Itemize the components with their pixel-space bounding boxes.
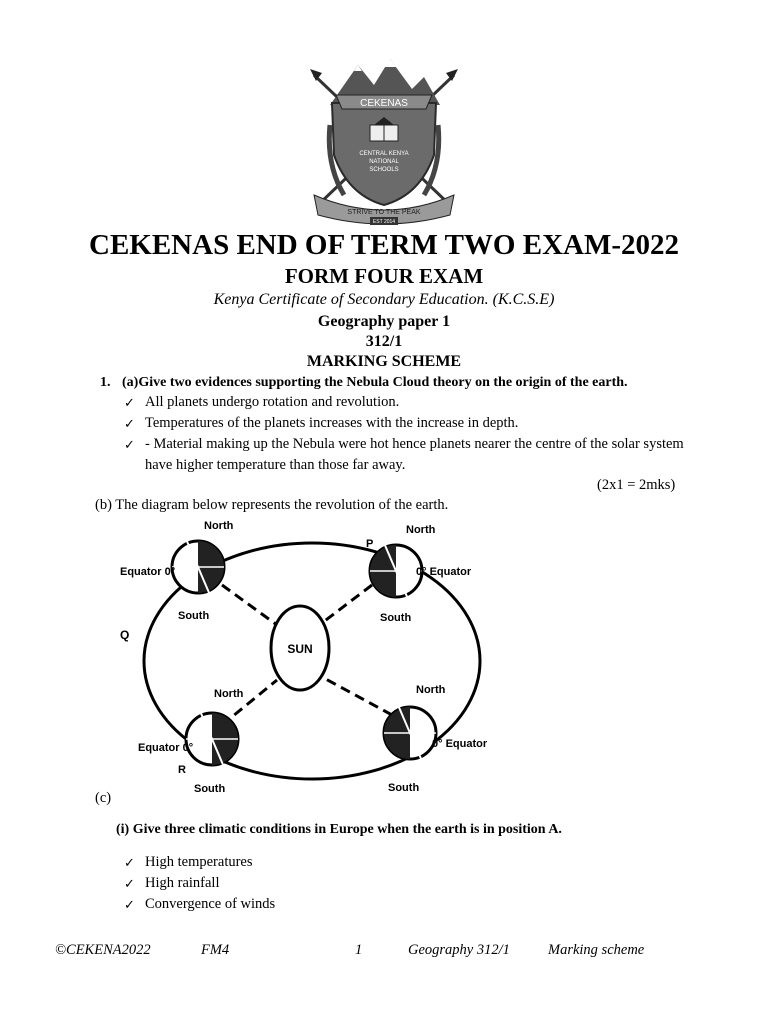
label-r: R: [178, 764, 186, 776]
sun-label: SUN: [287, 642, 313, 656]
list-item: ✓ All planets undergo rotation and revolution.: [124, 392, 714, 413]
list-item: ✓ - Material making up the Nebula were hot hence planets nearer the centre of the solar system have higher temperature than those far away.: [124, 436, 684, 473]
marks-allocation: (2x1 = 2mks): [597, 477, 676, 493]
svg-text:North: North: [416, 684, 446, 696]
subject-line: Geography paper 1: [317, 313, 451, 330]
check-icon: ✓: [124, 876, 135, 891]
check-icon: ✓: [124, 437, 135, 452]
label-p: P: [366, 538, 374, 550]
svg-text:Equator 0°: Equator 0°: [138, 742, 194, 754]
footer-copyright: ©CEKENA2022: [55, 942, 151, 958]
earth-position-bottom-right: [384, 705, 436, 761]
svg-text:North: North: [214, 688, 244, 700]
footer-page-number: 1: [355, 942, 363, 958]
list-item: ✓ High temperatures: [124, 852, 524, 873]
svg-text:0° Equator: 0° Equator: [416, 566, 472, 578]
svg-text:EST 2014: EST 2014: [372, 219, 396, 225]
check-icon: ✓: [124, 395, 135, 410]
question-1c-i: (i) Give three climatic conditions in Europe when the earth is in position A.: [116, 822, 562, 837]
earth-revolution-diagram: [112, 515, 502, 807]
footer-doc: Marking scheme: [548, 942, 645, 958]
footer-form: FM4: [201, 942, 230, 958]
check-icon: ✓: [124, 897, 135, 912]
question-number: 1.: [100, 375, 111, 390]
earth-position-bottom-left: [186, 711, 238, 767]
certificate-line: Kenya Certificate of Secondary Education. (K.C.S.E): [213, 291, 555, 308]
svg-text:North: North: [406, 524, 436, 536]
svg-text:South: South: [388, 782, 420, 794]
paper-code: 312/1: [365, 333, 403, 350]
svg-text:STRIVE TO THE PEAK: STRIVE TO THE PEAK: [347, 209, 421, 216]
question-text: (a)Give two evidences supporting the Nebula Cloud theory on the origin of the earth.: [122, 375, 628, 390]
list-item: ✓ Convergence of winds: [124, 894, 524, 915]
list-item: ✓ Temperatures of the planets increases with the increase in depth.: [124, 413, 714, 434]
exam-title: CEKENAS END OF TERM TWO EXAM-2022: [89, 229, 679, 261]
label-q: Q: [120, 628, 130, 642]
svg-text:South: South: [194, 783, 226, 795]
answer-list-1a: [124, 392, 714, 476]
document-type: MARKING SCHEME: [306, 353, 462, 370]
exam-subtitle: FORM FOUR EXAM: [284, 264, 484, 288]
question-1c: (c): [95, 790, 112, 806]
svg-text:0° Equator: 0° Equator: [432, 738, 488, 750]
svg-text:SCHOOLS: SCHOOLS: [369, 167, 399, 173]
footer-paper: Geography 312/1: [408, 942, 510, 958]
svg-text:CENTRAL KENYA: CENTRAL KENYA: [359, 151, 409, 157]
answer-list-1c-i: [124, 852, 524, 915]
check-icon: ✓: [124, 855, 135, 870]
earth-position-top-left: [172, 539, 224, 595]
check-icon: ✓: [124, 416, 135, 431]
svg-text:South: South: [178, 610, 210, 622]
school-crest-logo: [300, 55, 468, 227]
svg-text:CEKENAS: CEKENAS: [360, 98, 408, 109]
svg-text:Equator 0°: Equator 0°: [120, 566, 176, 578]
svg-text:South: South: [380, 612, 412, 624]
question-1b: (b) The diagram below represents the revolution of the earth.: [95, 497, 449, 513]
question-1a: [100, 375, 628, 391]
svg-text:NATIONAL: NATIONAL: [369, 159, 399, 165]
svg-text:North: North: [204, 520, 234, 532]
earth-position-top-right: [370, 543, 422, 599]
list-item: ✓ High rainfall: [124, 873, 524, 894]
